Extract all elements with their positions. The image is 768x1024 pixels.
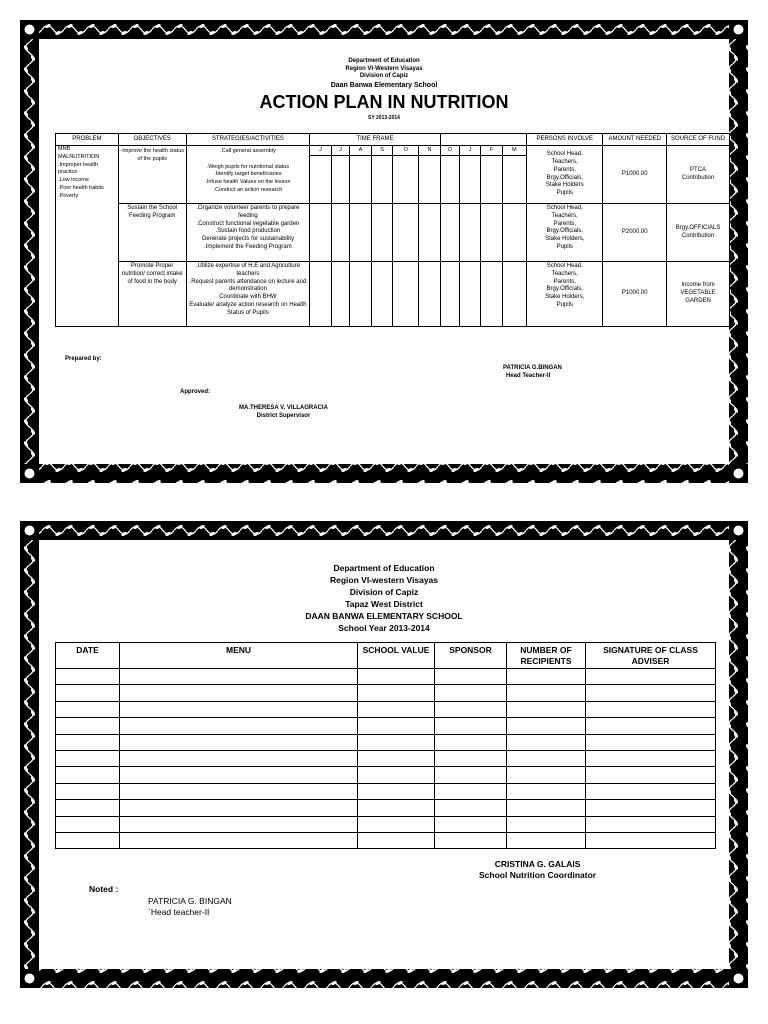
- noter-block: [148, 896, 232, 918]
- col-problem: PROBLEM: [56, 134, 119, 146]
- month-label: F: [480, 146, 502, 156]
- coordinator-name: CRISTINA G. GALAIS: [494, 859, 581, 869]
- objective-cell-1: -Improve the health status of the pupils: [118, 146, 186, 204]
- col-sponsor: SPONSOR: [435, 643, 507, 669]
- source-cell-3: Income from VEGETABLE GARDEN: [667, 262, 730, 327]
- plan-row-2: [56, 204, 730, 262]
- col-time-frame: TIME FRAME: [310, 134, 441, 146]
- action-plan-sheet: [20, 20, 748, 483]
- month-label: J: [331, 146, 350, 156]
- noter-title: `Head teacher-II: [148, 907, 210, 917]
- plan-row-3: [56, 262, 730, 327]
- month-label: M: [502, 146, 527, 156]
- persons-cell-2: School Head, Teachers, Parents, Brgy.Officials, Stake Holders, Pupils: [527, 204, 603, 262]
- col-date: DATE: [56, 643, 120, 669]
- col-school-value: SCHOOL VALUE: [358, 643, 435, 669]
- strategies-cell-1: .Call general assembly .Weigh pupils for nutritional status .Identify target beneficiaries .Infuse health Values on the lesson .Conduct an action research: [186, 146, 309, 204]
- strategies-cell-3: .Utilize expertise of H.E and Agriculture teachers .Request parents attendance on lecture and demonstration Coordinate with BHW Evaluate/ analyze action research on Health Status of Pupils: [186, 262, 309, 327]
- noted-label: Noted :: [89, 884, 119, 894]
- month-label: O: [393, 146, 419, 156]
- table-row: [56, 669, 716, 685]
- approver-title: District Supervisor: [256, 413, 311, 419]
- col-persons: PERSONS INVOLVE: [527, 134, 603, 146]
- month-label: A: [350, 146, 372, 156]
- month-label: D: [440, 146, 460, 156]
- dept-line: Department of Education: [333, 563, 435, 573]
- table-row: [56, 816, 716, 832]
- objective-cell-2: Sustain the School Feeding Program: [118, 204, 186, 262]
- col-signature: SIGNATURE OF CLASS ADVISER: [586, 643, 716, 669]
- col-recipients: NUMBER OF RECIPIENTS: [507, 643, 586, 669]
- approver-block: [239, 404, 328, 420]
- table-row: [56, 701, 716, 717]
- dept-line: Department of Education: [348, 58, 420, 64]
- table-header-row: [56, 134, 730, 146]
- persons-cell-1: School Head, Teachers, Parents, Brgy.Officials, Stake Holders Pupils: [527, 146, 603, 204]
- col-amount: AMOUNT NEEDED: [603, 134, 667, 146]
- feeding-record-sheet: [20, 521, 748, 988]
- persons-cell-3: School Head, Teachers, Parents, Brgy.Officials, Stake Holders, Pupils: [527, 262, 603, 327]
- objective-cell-3: Promote Proper nutrition/ correct intake of food in the body: [118, 262, 186, 327]
- table-row: [56, 685, 716, 701]
- coordinator-title: School Nutrition Coordinator: [479, 870, 597, 880]
- feeding-record-table: [55, 642, 716, 849]
- coordinator-block: [479, 859, 596, 881]
- source-cell-1: PTCA Contribution: [667, 146, 730, 204]
- table-row: [56, 750, 716, 766]
- col-source: SOURCE OF FUND: [667, 134, 730, 146]
- col-menu: MENU: [120, 643, 358, 669]
- prepared-by-label: Prepared by:: [65, 356, 102, 362]
- amount-cell-1: P1000.00: [603, 146, 667, 204]
- preparer-name: PATRICIA G.BINGAN: [503, 365, 562, 371]
- col-time-frame-cont: [440, 134, 526, 146]
- table-row: [56, 767, 716, 783]
- region-line: Region VI-Western Visayas: [345, 65, 423, 72]
- approver-name: MA.THERESA V. VILLAGRACIA: [239, 405, 328, 411]
- amount-cell-2: P2000.00: [603, 204, 667, 262]
- school-year: SY 2013-2014: [368, 114, 400, 121]
- table-row: [56, 783, 716, 799]
- division-line: Division of Capiz: [359, 73, 409, 79]
- month-label: N: [419, 146, 441, 156]
- source-cell-2: Brgy.OFFICIALS Contribution: [667, 204, 730, 262]
- table-header-row: [56, 643, 716, 669]
- plan-paper: [39, 39, 729, 464]
- problem-cell: MNB MALNUTRITION .Improper health practice .Low income .Poor health habits .Poverty: [56, 146, 119, 327]
- table-row: [56, 832, 716, 848]
- division-line: Division of Capiz: [349, 587, 419, 597]
- col-objectives: OBJECTIVES: [118, 134, 186, 146]
- district-line: Tapaz West District: [345, 599, 423, 609]
- record-paper: [39, 540, 729, 969]
- month-label: S: [371, 146, 393, 156]
- amount-cell-3: P1000.00: [603, 262, 667, 327]
- record-header: [39, 562, 729, 634]
- month-label: J: [460, 146, 481, 156]
- strategies-cell-2: .Organize volunteer parents to prepare feeding .Construct functional vegetable garden .Sustain food production Generate projects for sustainability .Implement the Feeding Program: [186, 204, 309, 262]
- plan-header: [39, 58, 729, 122]
- region-line: Region VI-western Visayas: [329, 575, 439, 585]
- school-year: School Year 2013-2014: [338, 623, 430, 633]
- noter-name: PATRICIA G. BINGAN: [148, 896, 232, 906]
- table-row: [56, 718, 716, 734]
- school-line: DAAN BANWA ELEMENTARY SCHOOL: [305, 611, 463, 621]
- preparer-block: [503, 364, 562, 380]
- preparer-title: Head Teacher-II: [506, 373, 551, 379]
- col-strategies: STRATEGIES/ACTIVITIES: [186, 134, 309, 146]
- table-row: [56, 734, 716, 750]
- approved-label: Approved:: [180, 389, 210, 395]
- month-label: J: [310, 146, 332, 156]
- school-line: Daan Banwa Elementary School: [330, 81, 438, 89]
- month-row: [56, 146, 730, 156]
- table-row: [56, 800, 716, 816]
- page-title: ACTION PLAN IN NUTRITION: [259, 91, 509, 112]
- action-plan-table: [55, 133, 730, 327]
